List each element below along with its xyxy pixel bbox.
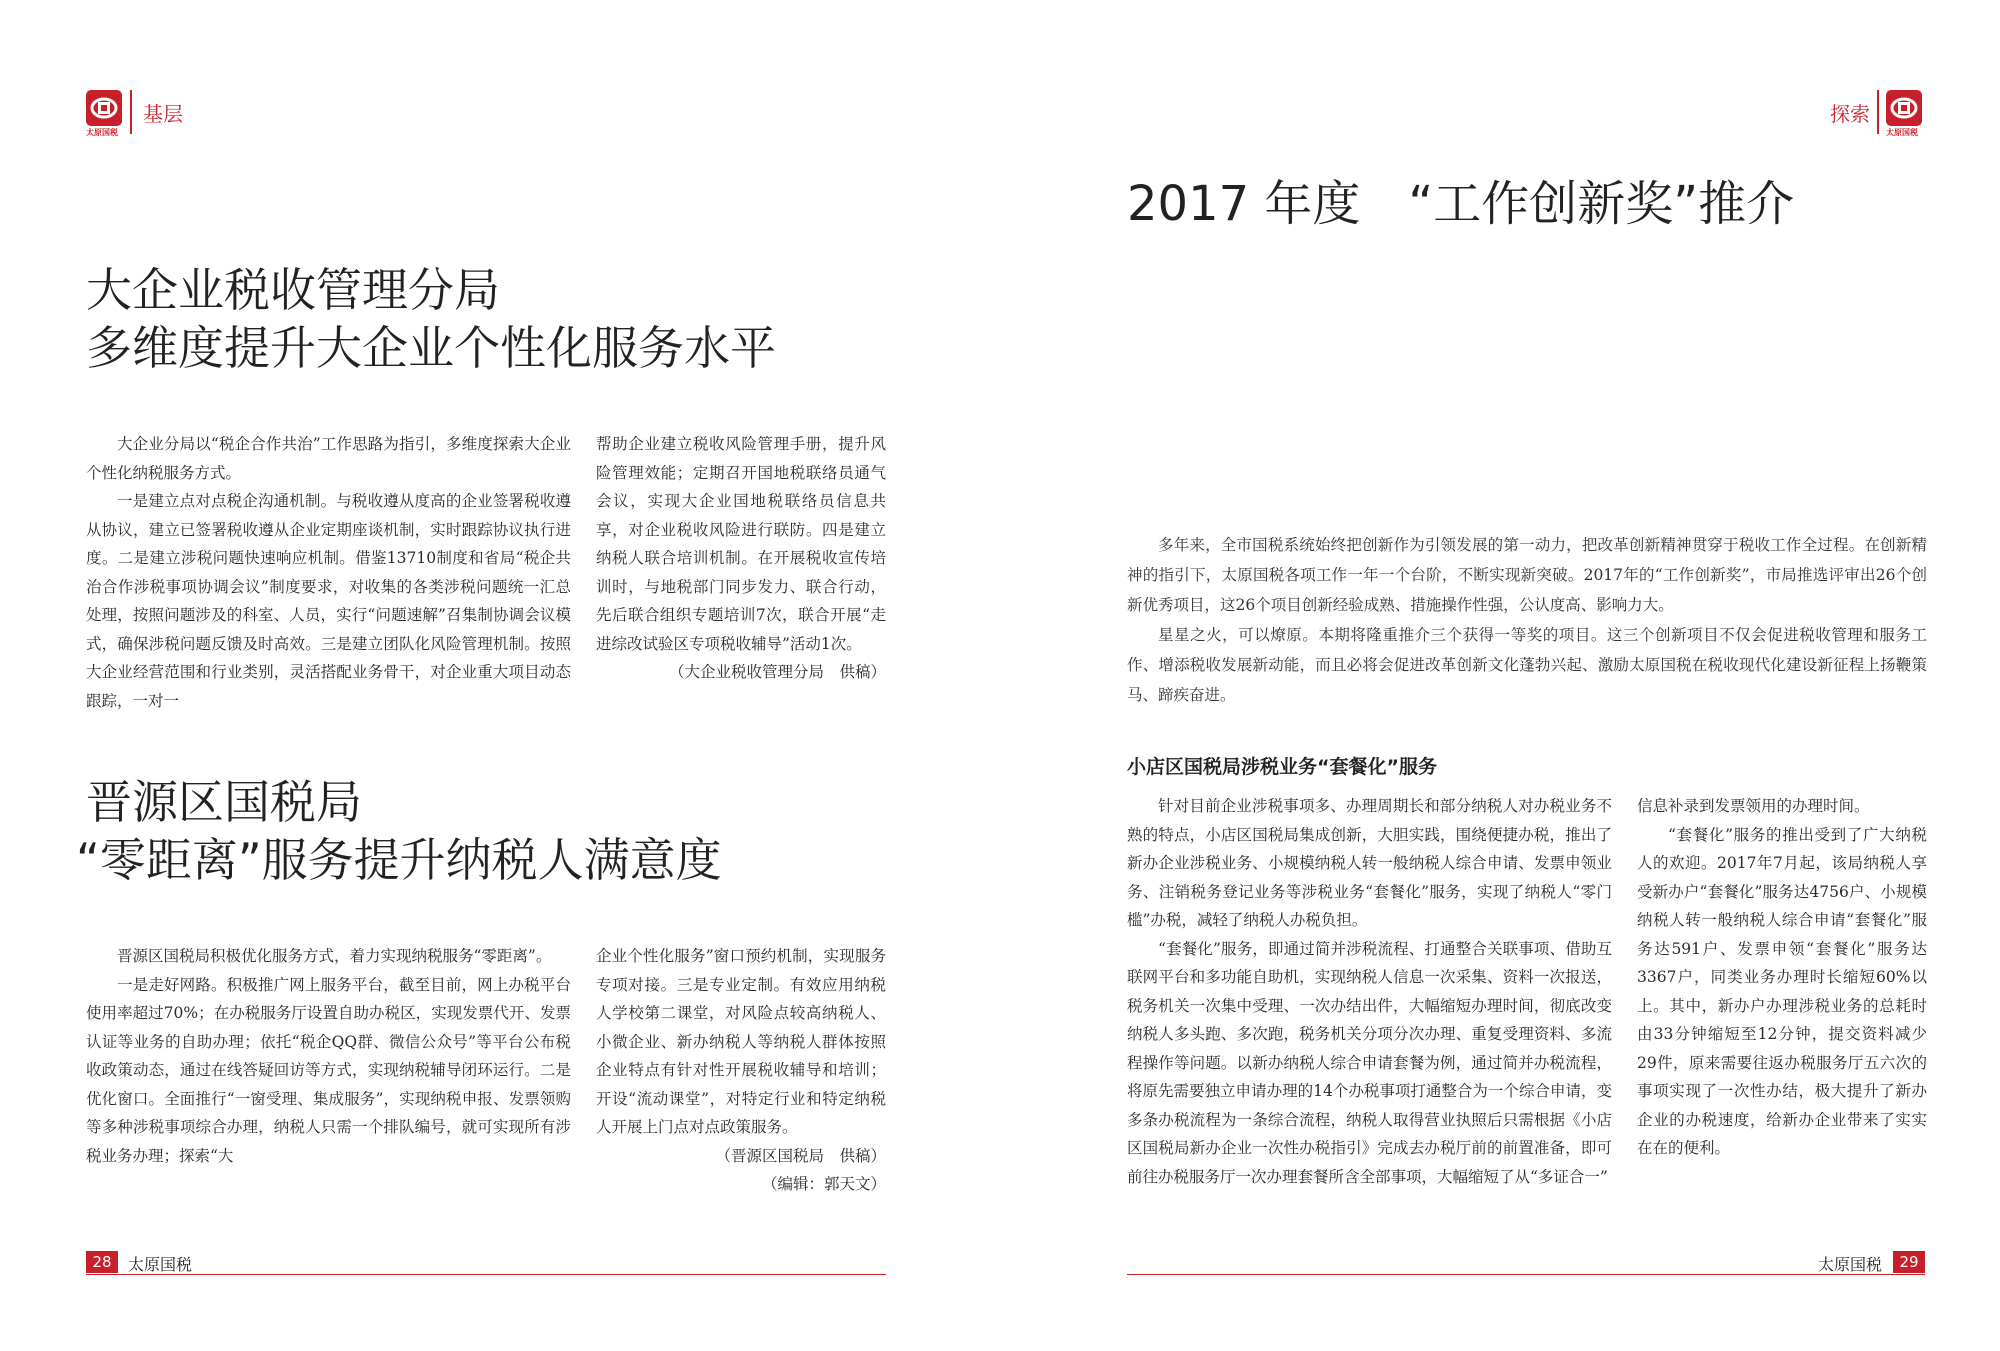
- feature-title: 2017 年度 “工作创新奖”推介: [1127, 176, 1795, 232]
- paragraph: 大企业分局以“税企合作共治”工作思路为指引，多维度探索大企业个性化纳税服务方式。: [86, 435, 571, 482]
- paragraph: 一是建立点对点税企沟通机制。与税收遵从度高的企业签署税收遵从协议，建立已签署税收遵从企业定期座谈机制，实时跟踪协议执行进度。二是建立涉税问题快速响应机制。借鉴13710制度和省局“税企共治合作涉税事项协调会议”制度要求，对收集的各类涉税问题统一汇总处理，按照问题涉及的科室、人员，实行“问题速解”召集制协调会议模式，确保涉税问题反馈及时高效。三是建立团队化风险管理机制。按照大企业经营范围和行业类别，灵活搭配业务骨干，对企业重大项目动态跟踪，一对一: [86, 492, 571, 710]
- footer-rule-left: [86, 1274, 886, 1275]
- article1-column1: [86, 430, 571, 715]
- article-column1: [1127, 792, 1612, 1191]
- logo-caption-left: 太原国税: [86, 128, 118, 137]
- article-title: 小店区国税局涉税业务“套餐化”服务: [1127, 756, 1437, 778]
- emblem-icon: [1886, 90, 1922, 126]
- article2-title-line2: “零距离”服务提升纳税人满意度: [76, 833, 722, 887]
- paragraph: 企业个性化服务”窗口预约机制，实现服务专项对接。三是专业定制。有效应用纳税人学校第二课堂，对风险点较高纳税人、小微企业、新办纳税人等纳税人群体按照企业特点有针对性开展税收辅导和培训；开设“流动课堂”，对特定行业和特定纳税人开展上门点对点政策服务。: [596, 947, 886, 1136]
- feature-intro: [1127, 530, 1927, 710]
- article1-title-line2: 多维度提升大企业个性化服务水平: [86, 321, 776, 375]
- paragraph: 帮助企业建立税收风险管理手册，提升风险管理效能；定期召开国地税联络员通气会议，实现大企业国地税联络员信息共享，对企业税收风险进行联防。四是建立纳税人联合培训机制。在开展税收宣传培训时，与地税部门同步发力、联合行动，先后联合组织专题培训7次，联合开展“走进综改试验区专项税收辅导”活动1次。: [596, 435, 886, 653]
- paragraph: 一是走好网路。积极推广网上服务平台，截至目前，网上办税平台使用率超过70%；在办税服务厅设置自助办税区，实现发票代开、发票认证等业务的自助办理；依托“税企QQ群、微信公众号”等平台公布税收政策动态，通过在线答疑回访等方式，实现纳税辅导闭环运行。二是优化窗口。全面推行“一窗受理、集成服务”，实现纳税申报、发票领购等多种涉税事项综合办理，纳税人只需一个排队编号，就可实现所有涉税业务办理；探索“大: [86, 975, 571, 1165]
- editor-credit: （编辑：郭天文）: [761, 1175, 886, 1193]
- emblem-icon: [86, 90, 122, 126]
- paragraph: “套餐化”服务的推出受到了广大纳税人的欢迎。2017年7月起，该局纳税人享受新办户“套餐化”服务达4756户、小规模纳税人转一般纳税人综合申请“套餐化”服务达591户、发票申领“套餐化”服务达3367户，同类业务办理时长缩短60%以上。其中，新办户办理涉税业务的总耗时由33分钟缩短至12分钟，提交资料减少29件，原来需要往返办税服务厅五六次的事项实现了一次性办结，极大提升了新办企业的办税速度，给新办企业带来了实实在在的便利。: [1637, 825, 1927, 1157]
- tax-bureau-logo-left: [86, 90, 122, 126]
- paragraph: 针对目前企业涉税事项多、办理周期长和部分纳税人对办税业务不熟的特点，小店区国税局集成创新，大胆实践，围绕便捷办税，推出了新办企业涉税业务、小规模纳税人转一般纳税人综合申请、发票申领业务、注销税务登记业务等涉税业务“套餐化”服务，实现了纳税人“零门槛”办税，减轻了纳税人办税负担。: [1127, 797, 1612, 929]
- section-label-left: 基层: [143, 102, 183, 126]
- article2-column1: [86, 942, 571, 1170]
- paragraph: 晋源区国税局积极优化服务方式，着力实现纳税服务“零距离”。: [117, 947, 552, 965]
- article1-credit: （大企业税收管理分局 供稿）: [668, 663, 886, 681]
- logo-caption-right: 太原国税: [1886, 128, 1918, 137]
- article-column2: [1637, 792, 1927, 1163]
- footer-rule-right: [1127, 1274, 1925, 1275]
- page-number-right: 29: [1893, 1251, 1925, 1273]
- paragraph: “套餐化”服务，即通过简并涉税流程、打通整合关联事项、借助互联网平台和多功能自助机，实现纳税人信息一次采集、资料一次报送，税务机关一次集中受理、一次办结出件，大幅缩短办理时间，彻底改变纳税人多头跑、多次跑，税务机关分项分次办理、重复受理资料、多流程操作等问题。以新办纳税人综合申请套餐为例，通过简并办税流程，将原先需要独立申请办理的14个办税事项打通整合为一个综合申请，变多条办税流程为一条综合流程，纳税人取得营业执照后只需根据《小店区国税局新办企业一次性办税指引》完成去办税厅前的前置准备，即可前往办税服务厅一次办理套餐所含全部事项，大幅缩短了从“多证合一”: [1127, 939, 1612, 1186]
- page-number-left: 28: [86, 1251, 118, 1273]
- article2-title-line1: 晋源区国税局: [86, 775, 362, 829]
- header-divider-right: [1877, 90, 1879, 134]
- footer-publication-right: 太原国税: [1818, 1255, 1883, 1274]
- paragraph: 多年来，全市国税系统始终把创新作为引领发展的第一动力，把改革创新精神贯穿于税收工作全过程。在创新精神的指引下，太原国税各项工作一年一个台阶，不断实现新突破。2017年的“工作创新奖”，市局推选评审出26个创新优秀项目，这26个项目创新经验成熟、措施操作性强，公认度高、影响力大。: [1127, 536, 1927, 614]
- paragraph: 星星之火，可以燎原。本期将隆重推介三个获得一等奖的项目。这三个创新项目不仅会促进税收管理和服务工作、增添税收发展新动能，而且必将会促进改革创新文化蓬勃兴起、激励太原国税在税收现代化建设新征程上扬鞭策马、蹄疾奋进。: [1127, 626, 1927, 704]
- tax-bureau-logo-right: [1886, 90, 1922, 126]
- section-label-right: 探索: [1830, 102, 1870, 126]
- article1-title-line1: 大企业税收管理分局: [86, 263, 500, 317]
- paragraph: 信息补录到发票领用的办理时间。: [1637, 797, 1870, 815]
- header-divider-left: [130, 90, 132, 134]
- footer-publication-left: 太原国税: [128, 1255, 193, 1274]
- article1-column2: [596, 430, 886, 687]
- article2-credit: （晋源区国税局 供稿）: [715, 1146, 886, 1165]
- article2-column2: [596, 942, 886, 1199]
